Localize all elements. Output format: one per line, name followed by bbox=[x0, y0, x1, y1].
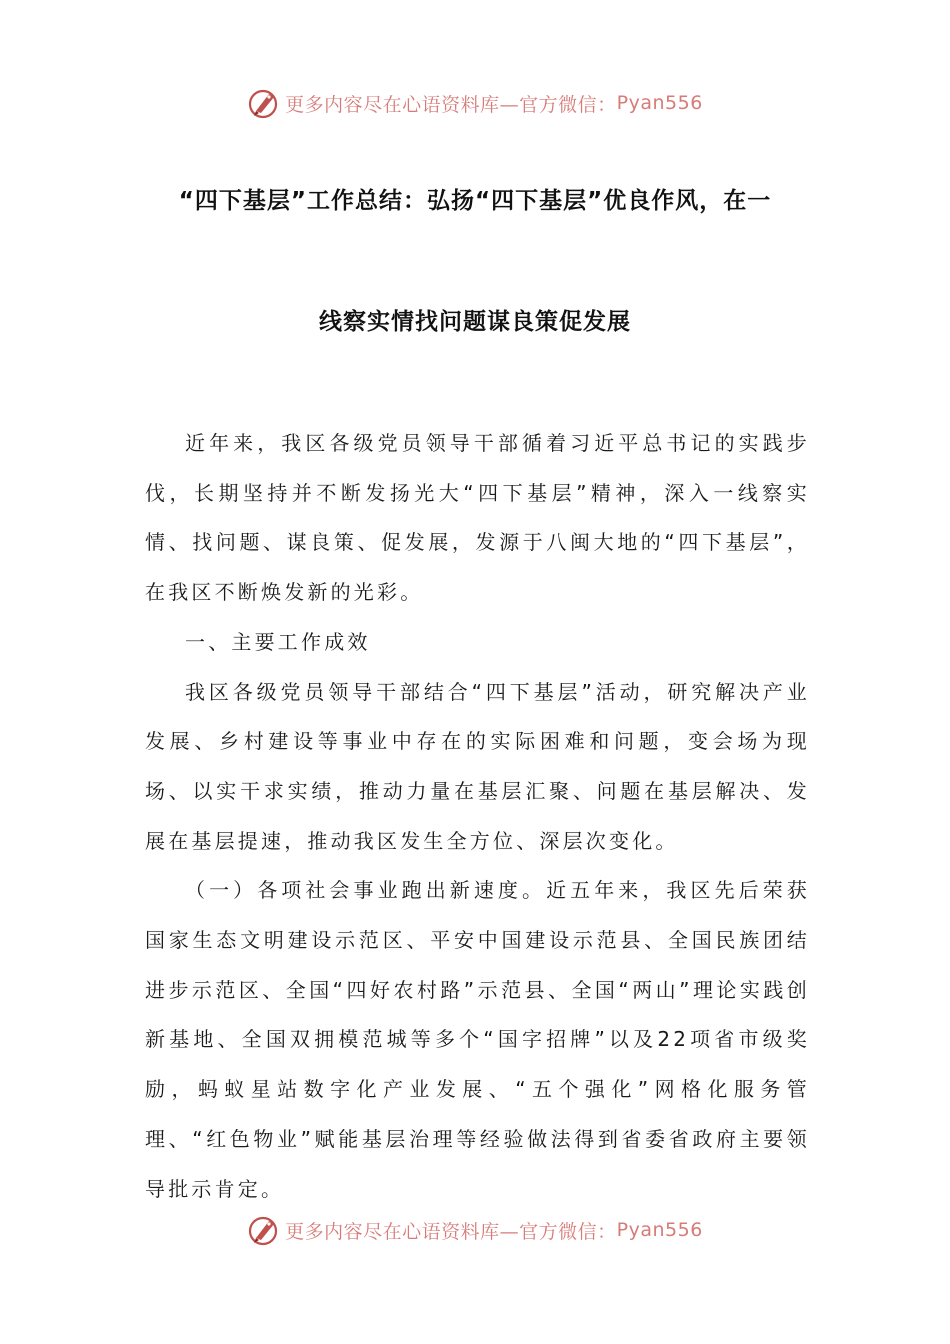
paragraph-summary: 我区各级党员领导干部结合“四下基层”活动，研究解决产业发展、乡村建设等事业中存在的实际困难和问题，变会场为现场、以实干求实绩，推动力量在基层汇聚、问题在基层解决、发展在基层提速，推动我区发生全方位、深层次变化。 bbox=[145, 679, 810, 853]
pen-nib-circle-icon bbox=[247, 1213, 281, 1247]
wechat-id: Pyan556 bbox=[616, 92, 703, 114]
promo-text: 更多内容尽在心语资料库—官方微信： bbox=[285, 1220, 617, 1243]
pen-nib-circle-icon bbox=[247, 86, 281, 120]
document-title-line-2: 线察实情找问题谋良策促发展 bbox=[319, 309, 631, 335]
section-heading: 一、主要工作成效 bbox=[185, 629, 371, 654]
header-watermark-banner bbox=[0, 83, 950, 123]
promo-text: 更多内容尽在心语资料库—官方微信： bbox=[285, 93, 617, 116]
paragraph-intro: 近年来，我区各级党员领导干部循着习近平总书记的实践步伐，长期坚持并不断发扬光大“四下基层”精神，深入一线察实情、找问题、谋良策、促发展，发源于八闽大地的“四下基层”，在我区不断焕发新的光彩。 bbox=[145, 431, 810, 605]
document-body bbox=[145, 419, 810, 1214]
wechat-id: Pyan556 bbox=[616, 1219, 703, 1241]
paragraph-achievements: （一）各项社会事业跑出新速度。近五年来，我区先后荣获国家生态文明建设示范区、平安中国建设示范县、全国民族团结进步示范区、全国“四好农村路”示范县、全国“两山”理论实践创新基地、全国双拥模范城等多个“国字招牌”以及22项省市级奖励，蚂蚁星站数字化产业发展、“五个强化”网格化服务管理、“红色物业”赋能基层治理等经验做法得到省委省政府主要领导批示肯定。 bbox=[145, 878, 810, 1201]
footer-watermark-banner bbox=[0, 1210, 950, 1250]
document-title-line-1: “四下基层”工作总结：弘扬“四下基层”优良作风，在一 bbox=[178, 188, 772, 214]
